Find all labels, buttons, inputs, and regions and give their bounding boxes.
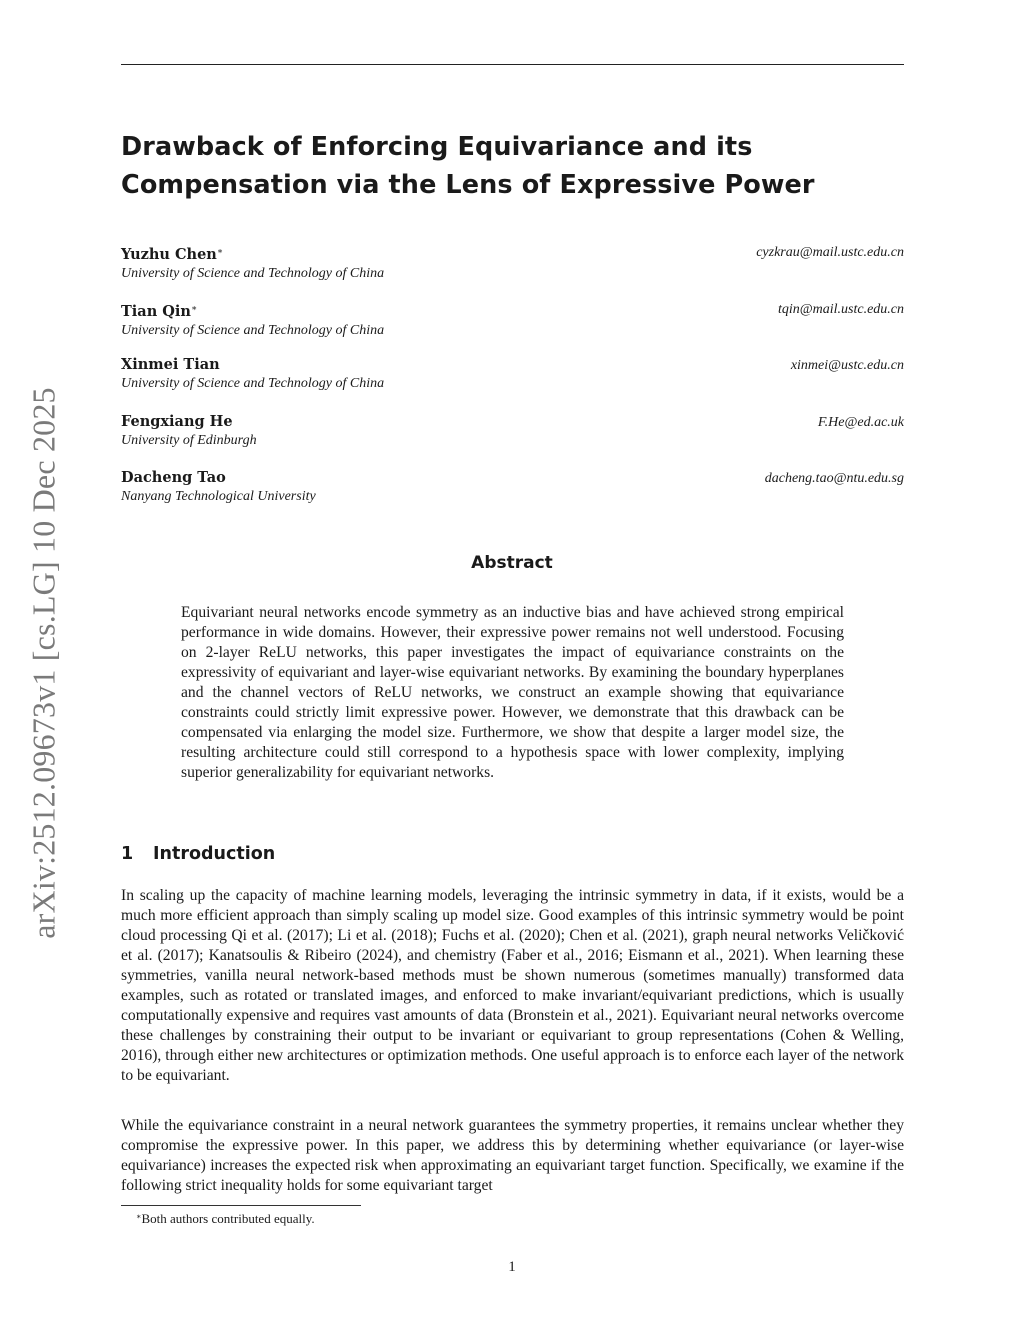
section-heading	[121, 843, 275, 865]
intro-paragraph: In scaling up the capacity of machine learning models, leveraging the intrinsic symmetry in data, if it exists, would be a much more efficient approach than simply scaling up model size. Good examples of this intrinsic symmetry would be point cloud processing Qi et al. (2017); Li et al. (2018); Fuchs et al. (2020); Chen et al. (2021), graph neural networks Veličković et al. (2017); Kanatsoulis & Ribeiro (2024), and chemistry (Faber et al., 2016; Eismann et al., 2021). When learning these symmetries, vanilla neural network-based methods must be shown numerous (sometimes manually) transformed data examples, such as rotated or translated images, and enforced to make invariant/equivariant predictions, which is usually computationally expensive and requires vast amounts of data (Bronstein et al., 2021). Equivariant neural networks overcome these challenges by constraining their output to be invariant or equivariant to group representations (Cohen & Welling, 2016), through either new architectures or optimization methods. One useful approach is to enforce each layer of the network to be equivariant.	[121, 887, 904, 1084]
author-affiliation: University of Science and Technology of China	[121, 322, 385, 338]
author-block	[121, 412, 904, 469]
author-affiliation: University of Science and Technology of China	[121, 266, 385, 281]
author-block	[121, 355, 904, 412]
author-email: dacheng.tao@ntu.edu.sg	[764, 471, 904, 486]
header-rule	[121, 64, 904, 65]
footnote-rule	[121, 1205, 361, 1206]
section-number: 1	[121, 844, 134, 864]
abstract-heading: Abstract	[471, 553, 553, 573]
author-email: tqin@mail.ustc.edu.cn	[777, 301, 904, 317]
author-block	[121, 242, 904, 299]
page-number: 1	[508, 1259, 516, 1275]
author-name: Xinmei Tian	[121, 356, 220, 373]
author-email: xinmei@ustc.edu.cn	[790, 358, 904, 373]
footnote-text: Both authors contributed equally.	[141, 1211, 315, 1226]
author-name: Dacheng Tao	[121, 469, 226, 486]
author-email: cyzkrau@mail.ustc.edu.cn	[756, 245, 904, 260]
abstract-text: Equivariant neural networks encode symmetry as an inductive bias and have achieved strong empirical performance in wide domains. However, their expressive power remains not well understood. Focusing on 2-layer ReLU networks, this paper investigates the impact of equivariance constraints on the expressivity of equivariant and layer-wise equivariant networks. By examining the boundary hyperplanes and the channel vectors of ReLU networks, we construct an example showing that equivariance constraints could strictly limit expressive power. However, we demonstrate that this drawback can be compensated via enlarging the model size. Furthermore, we show that despite a larger model size, the resulting architecture could still correspond to a hypothesis space with lower complexity, implying superior generalizability for equivariant networks.	[181, 604, 844, 781]
author-mark: ∗	[190, 303, 198, 314]
author-mark: ∗	[216, 247, 223, 257]
author-block	[121, 299, 904, 356]
author-name: Tian Qin	[121, 302, 191, 320]
author-email: F.He@ed.ac.uk	[817, 414, 904, 430]
arxiv-identifier: arXiv:2512.09673v1 [cs.LG] 10 Dec 2025	[25, 387, 62, 939]
author-block	[121, 468, 904, 525]
intro-paragraph: While the equivariance constraint in a neural network guarantees the symmetry properties, it remains unclear whether they compromise the expressive power. In this paper, we address this by determining whether equivariance (or layer-wise equivariance) increases the expected risk when approximating an equivariant target function. Specifically, we examine if the following strict inequality holds for some equivariant target	[121, 1117, 904, 1194]
paper-title: Drawback of Enforcing Equivariance and its Compensation via the Lens of Expressive Power	[121, 132, 815, 200]
footnote-mark: ∗	[136, 1212, 142, 1221]
section-title: Introduction	[153, 844, 276, 864]
author-list	[121, 242, 904, 525]
author-affiliation: University of Edinburgh	[121, 432, 257, 448]
author-affiliation: Nanyang Technological University	[121, 489, 316, 504]
author-name: Fengxiang He	[121, 412, 233, 430]
author-name: Yuzhu Chen	[121, 246, 217, 263]
author-affiliation: University of Science and Technology of China	[121, 376, 385, 391]
footnote	[136, 1209, 315, 1227]
